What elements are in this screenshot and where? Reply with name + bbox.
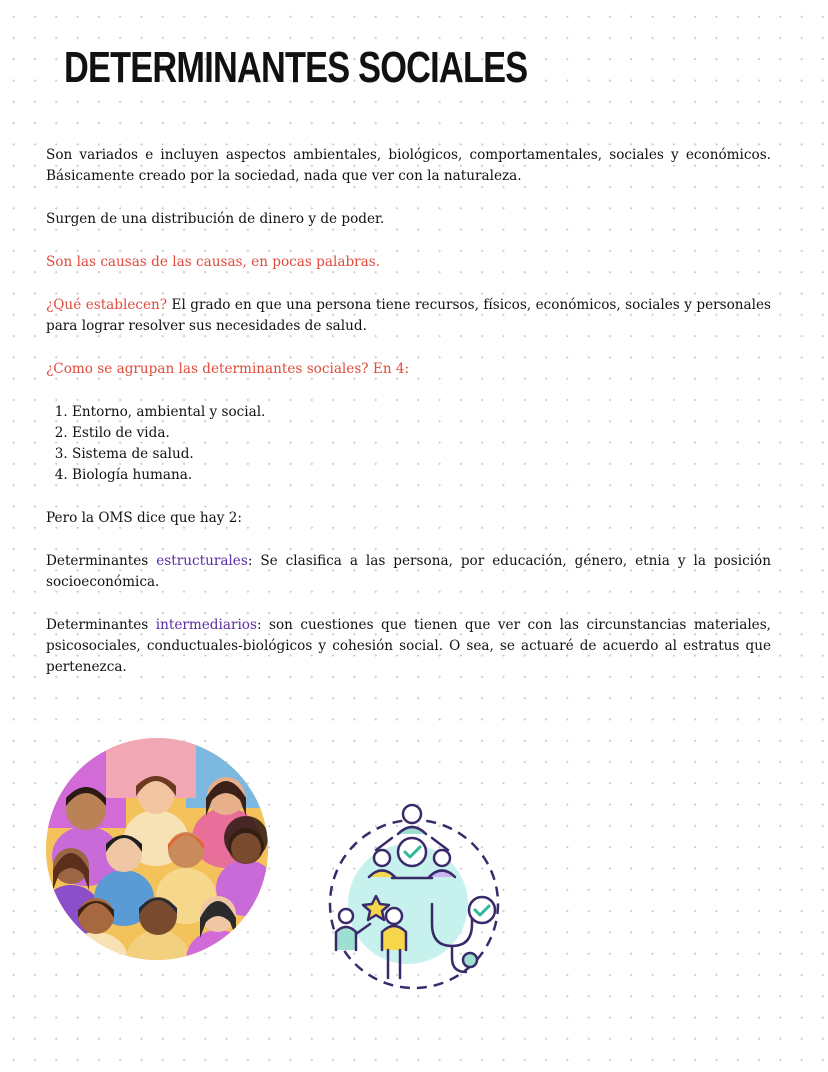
list-item: 2. Estilo de vida. <box>72 423 771 444</box>
intermediate-term: intermediarios <box>155 617 257 633</box>
list-item: 1. Entorno, ambiental y social. <box>72 402 771 423</box>
paragraph-intro: Son variados e incluyen aspectos ambientales, biológicos, comportamentales, sociales y económicos. Básicamente creado por la sociedad, nada que ver con la naturaleza. <box>46 147 771 184</box>
groups-list <box>46 402 771 486</box>
question-establish: ¿Qué establecen? <box>46 297 168 313</box>
paragraph-oms: Pero la OMS dice que hay 2: <box>46 510 242 526</box>
answer-establish: El grado en que una persona tiene recursos, físicos, económicos, sociales y personales para lograr resolver sus necesidades de salud. <box>46 297 772 334</box>
community-health-icon <box>322 800 506 992</box>
paragraph-causes: Son las causas de las causas, en pocas palabras. <box>46 254 381 270</box>
paragraph-groups-question: ¿Como se agrupan las determinantes sociales? En 4: <box>46 361 410 377</box>
notes-body <box>46 145 771 700</box>
intermediate-prefix: Determinantes <box>46 617 156 633</box>
structural-prefix: Determinantes <box>46 553 157 569</box>
structural-term: estructurales <box>156 553 248 569</box>
list-item: 4. Biología humana. <box>72 465 771 486</box>
intermediate-text: : son cuestiones que tienen que ver con las circunstancias materiales, psicosociales, conductuales-biológicos y cohesión social. O sea, se actuaré de acuerdo al estratus que pertenezca. <box>46 617 772 675</box>
structural-text: : Se clasifica a las persona, por educación, género, etnia y la posición socioeconómica. <box>46 553 771 590</box>
list-item: 3. Sistema de salud. <box>72 444 771 465</box>
paragraph-origin: Surgen de una distribución de dinero y de poder. <box>46 211 385 227</box>
page-title: DETERMINANTES SOCIALES <box>64 43 528 92</box>
people-crowd-illustration <box>46 738 268 960</box>
paragraph-establish <box>46 295 771 337</box>
paragraph-intermediate <box>46 615 771 678</box>
paragraph-structural <box>46 551 771 593</box>
